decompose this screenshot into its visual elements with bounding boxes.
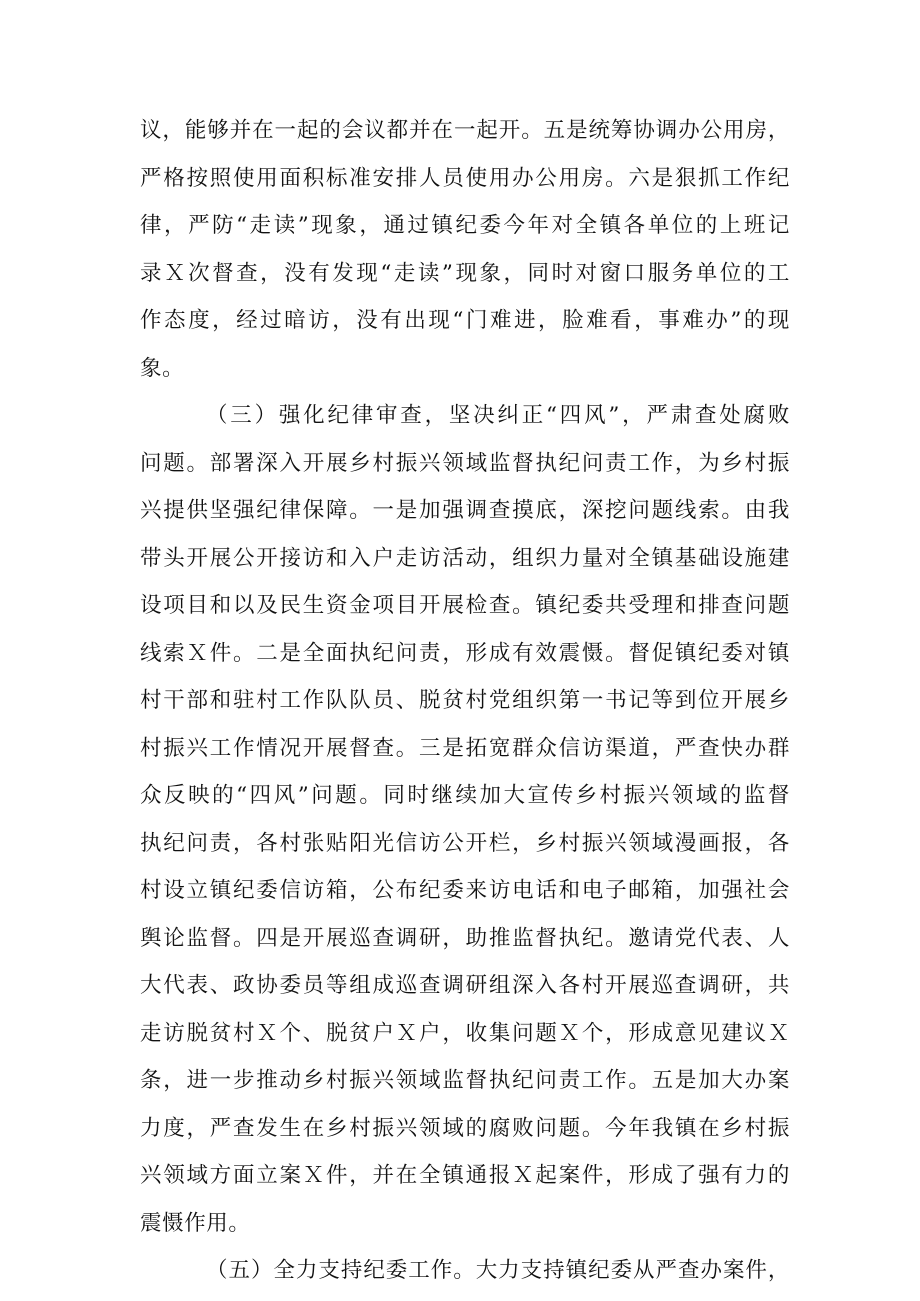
text-line: 村设立镇纪委信访箱，公布纪委来访电话和电子邮箱，加强社会	[140, 878, 790, 903]
section-heading-line: （三）强化纪律审查，坚决纠正“四风”，严肃查处腐败	[206, 403, 790, 428]
text-line: 条，进一步推动乡村振兴领域监督执纪问责工作。五是加大办案	[140, 1068, 790, 1093]
section-heading-line: （五）全力支持纪委工作。大力支持镇纪委从严查办案件，	[206, 1258, 790, 1283]
text-line: 村干部和驻村工作队队员、脱贫村党组织第一书记等到位开展乡	[140, 688, 790, 713]
text-line: 象。	[140, 355, 185, 381]
document-body	[140, 107, 790, 1295]
text-line: 带头开展公开接访和入户走访活动，组织力量对全镇基础设施建	[140, 545, 790, 571]
text-line: 律，严防“走读”现象，通过镇纪委今年对全镇各单位的上班记	[140, 213, 790, 238]
text-line: 录Ｘ次督查，没有发现“走读”现象，同时对窗口服务单位的工	[140, 260, 790, 286]
text-line: 严格按照使用面积标准安排人员使用办公用房。六是狠抓工作纪	[140, 165, 790, 191]
text-line: 震慑作用。	[140, 1210, 251, 1236]
text-line: 村振兴工作情况开展督查。三是拓宽群众信访渠道，严查快办群	[140, 735, 790, 761]
text-line: 走访脱贫村Ｘ个、脱贫户Ｘ户，收集问题Ｘ个，形成意见建议Ｘ	[140, 1020, 790, 1046]
text-line: 众反映的“四风”问题。同时继续加大宣传乡村振兴领域的监督	[140, 783, 790, 808]
text-line: 议，能够并在一起的会议都并在一起开。五是统筹协调办公用房，	[140, 118, 790, 143]
text-line: 大代表、政协委员等组成巡查调研组深入各村开展巡查调研，共	[140, 973, 790, 998]
text-line: 舆论监督。四是开展巡查调研，助推监督执纪。邀请党代表、人	[140, 925, 790, 951]
text-line: 执纪问责，各村张贴阳光信访公开栏，乡村振兴领域漫画报，各	[140, 830, 790, 856]
text-line: 设项目和以及民生资金项目开展检查。镇纪委共受理和排查问题	[140, 593, 790, 618]
text-line: 线索Ｘ件。二是全面执纪问责，形成有效震慑。督促镇纪委对镇	[140, 640, 790, 666]
text-line: 作态度，经过暗访，没有出现“门难进，脸难看，事难办”的现	[140, 308, 790, 333]
text-line: 力度，严查发生在乡村振兴领域的腐败问题。今年我镇在乡村振	[140, 1115, 790, 1141]
text-line: 兴领域方面立案Ｘ件，并在全镇通报Ｘ起案件，形成了强有力的	[140, 1163, 790, 1188]
text-line: 兴提供坚强纪律保障。一是加强调查摸底，深挖问题线索。由我	[140, 498, 790, 523]
text-line: 问题。部署深入开展乡村振兴领域监督执纪问责工作，为乡村振	[140, 450, 790, 476]
